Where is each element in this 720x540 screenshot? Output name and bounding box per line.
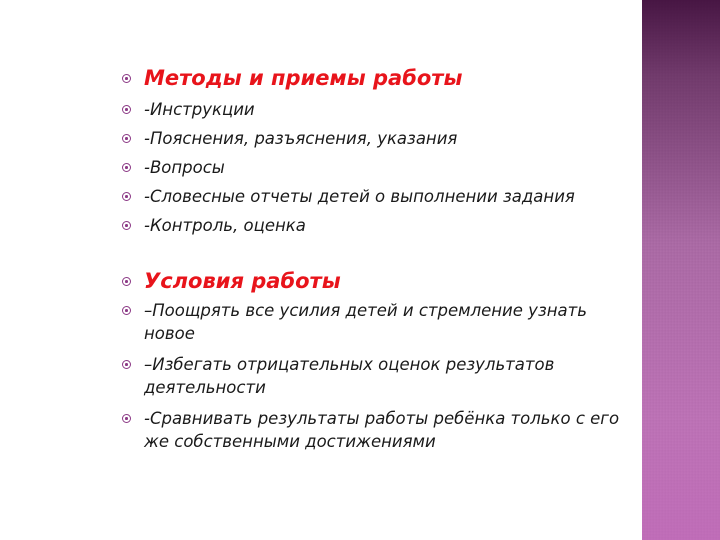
list-item [122,96,627,123]
list-item-text: -Контроль, оценка [144,216,306,235]
circle-bullet-icon [122,414,131,423]
circle-bullet-icon [122,360,131,369]
circle-bullet-icon [122,306,131,315]
circle-bullet-icon [122,105,131,114]
list-item-text: -Словесные отчеты детей о выполнении задания [144,187,575,206]
list-item [122,407,627,453]
circle-bullet-icon [122,277,131,286]
list-item-text: -Сравнивать результаты работы ребёнка только с его же собственными достижениями [144,409,620,451]
list-item [122,183,627,210]
list-item-text: -Пояснения, разъяснения, указания [144,129,458,148]
section-heading-methods [122,64,627,92]
circle-bullet-icon [122,163,131,172]
circle-bullet-icon [122,134,131,143]
list-item [122,299,627,345]
list-item [122,154,627,181]
bullet-list [122,64,627,461]
heading-text: Методы и приемы работы [144,66,463,90]
list-item-text: -Инструкции [144,100,255,119]
list-item-text: –Избегать отрицательных оценок результатов деятельности [144,355,555,397]
list-item-text: -Вопросы [144,158,225,177]
section-spacer [122,241,627,267]
list-item [122,353,627,399]
list-item [122,212,627,239]
list-item [122,125,627,152]
heading-text: Условия работы [144,269,341,293]
decorative-side-band [642,0,720,540]
circle-bullet-icon [122,192,131,201]
section-heading-conditions [122,267,627,295]
circle-bullet-icon [122,221,131,230]
list-item-text: –Поощрять все усилия детей и стремление узнать новое [144,301,587,343]
circle-bullet-icon [122,74,131,83]
